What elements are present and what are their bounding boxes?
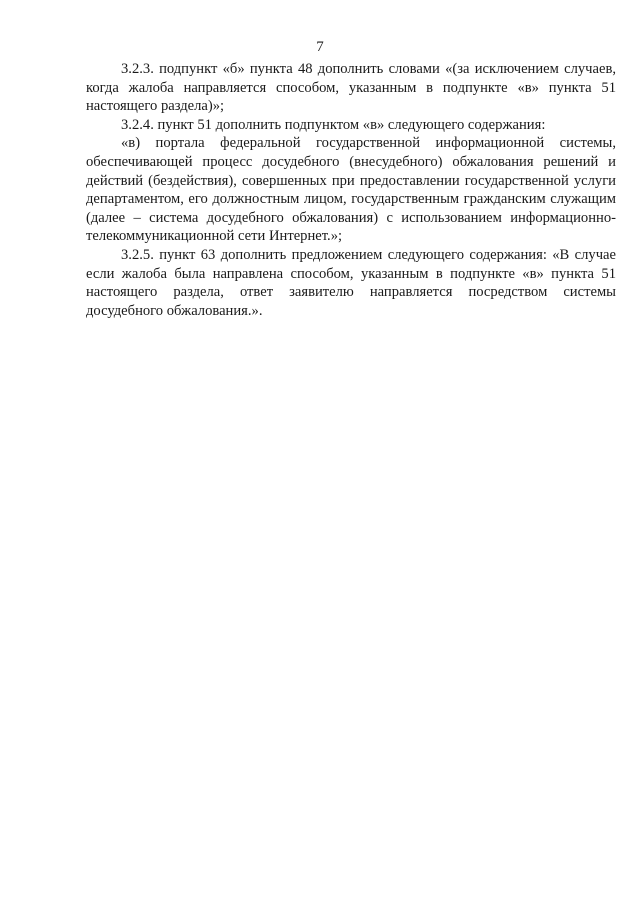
page-number: 7 [316, 39, 324, 55]
paragraph-3-2-3: 3.2.3. подпункт «б» пункта 48 дополнить словами «(за исключением случаев, когда жалоба направляется способом, указанным в подпункте «в» пункта 51 настоящего раздела)»; [86, 61, 616, 115]
document-body [86, 60, 616, 320]
paragraph-3-2-5: 3.2.5. пункт 63 дополнить предложением следующего содержания: «В случае если жалоба была направлена способом, указанным в подпункте «в» пункта 51 настоящего раздела, ответ заявителю направляется посредством системы досудебного обжалования.». [86, 246, 616, 319]
paragraph-3-2-4: 3.2.4. пункт 51 дополнить подпунктом «в» следующего содержания: [121, 116, 546, 133]
paragraph-subitem-v: «в) портала федеральной государственной информационной системы, обеспечивающей процесс досудебного (внесудебного) обжалования решений и действий (бездействия), совершенных при предоставлении государственной услуги департаментом, его должностным лицом, государственным гражданским служащим (далее – система досудебного обжалования) с использованием информационно-телекоммуникационной сети Интернет.»; [86, 135, 616, 245]
